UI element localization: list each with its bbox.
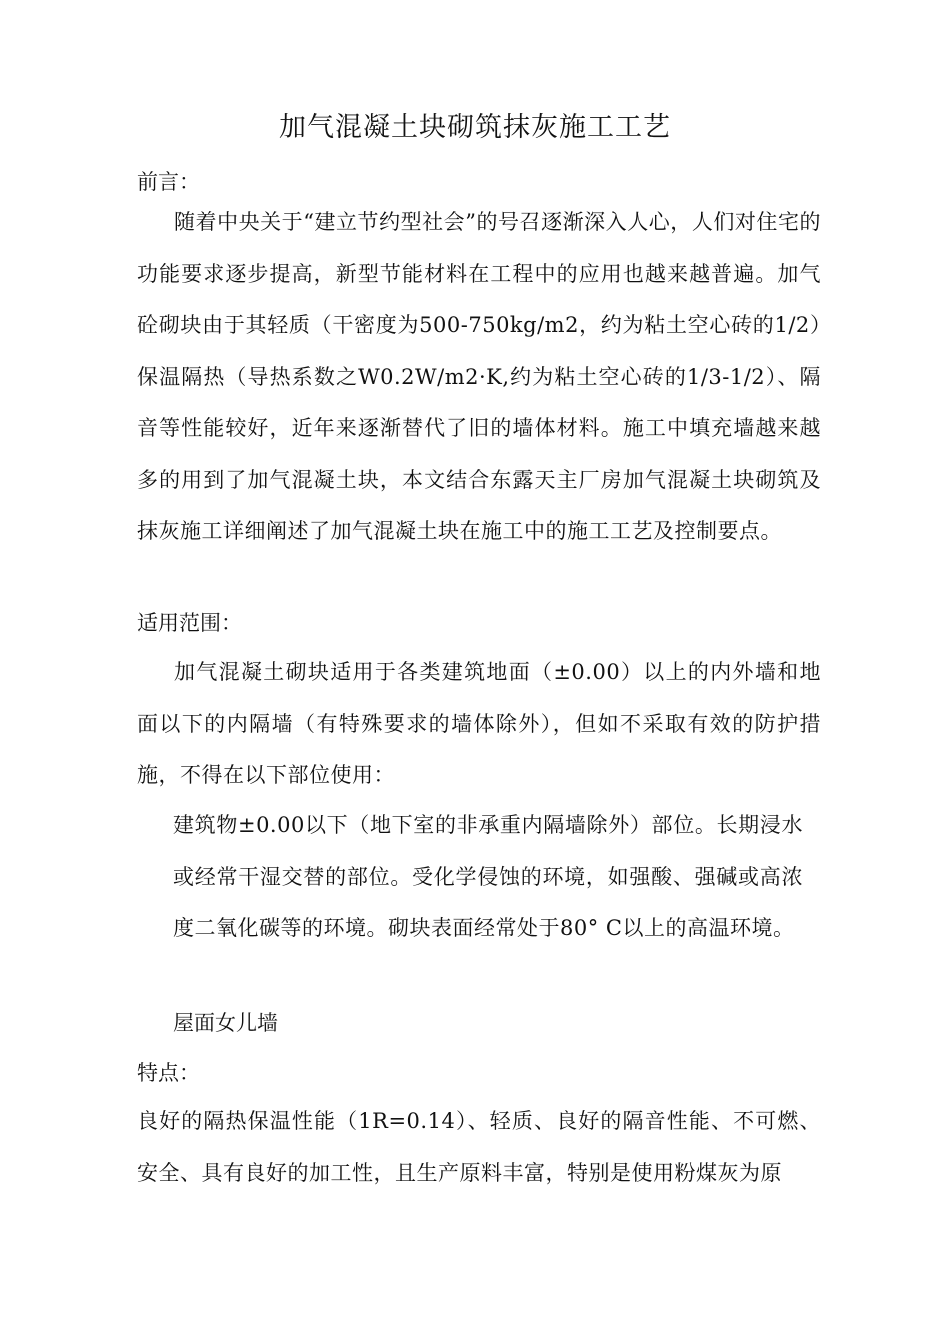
document-title: 加气混凝土块砌筑抹灰施工工艺 <box>279 112 671 143</box>
features-paragraph: 良好的隔热保温性能（1R=0.14）、轻质、良好的隔音性能、不可燃、安全、具有良好的加工性，且生产原料丰富，特别是使用粉煤灰为原 <box>137 1109 821 1185</box>
scope-paragraph: 加气混凝土砌块适用于各类建筑地面（±0.00）以上的内外墙和地面以下的内隔墙（有特殊要求的墙体除外），但如不采取有效的防护措施，不得在以下部位使用： <box>137 660 821 787</box>
parapet-wall-item: 屋面女儿墙 <box>173 1011 278 1035</box>
preface-paragraph: 随着中央关于“建立节约型社会”的号召逐渐深入人心，人们对住宅的功能要求逐步提高，新型节能材料在工程中的应用也越来越普遍。加气砼砌块由于其轻质（干密度为500-750kg/m2，约为粘土空心砖的1/2）保温隔热（导热系数之W0.2W/m2·K,约为粘土空心砖的1/3-1/2）、隔音等性能较好，近年来逐渐替代了旧的墙体材料。施工中填充墙越来越多的用到了加气混凝土块，本文结合东露天主厂房加气混凝土块砌筑及抹灰施工详细阐述了加气混凝土块在施工中的施工工艺及控制要点。 <box>137 210 821 543</box>
section-heading-scope: 适用范围： <box>137 611 242 635</box>
restricted-uses-paragraph: 建筑物±0.00以下（地下室的非承重内隔墙除外）部位。长期浸水或经常干湿交替的部位。受化学侵蚀的环境，如强酸、强碱或高浓度二氧化碳等的环境。砌块表面经常处于80° C以上的高温环境。 <box>173 813 803 940</box>
section-heading-features: 特点： <box>137 1061 200 1085</box>
section-heading-preface: 前言： <box>137 170 200 194</box>
